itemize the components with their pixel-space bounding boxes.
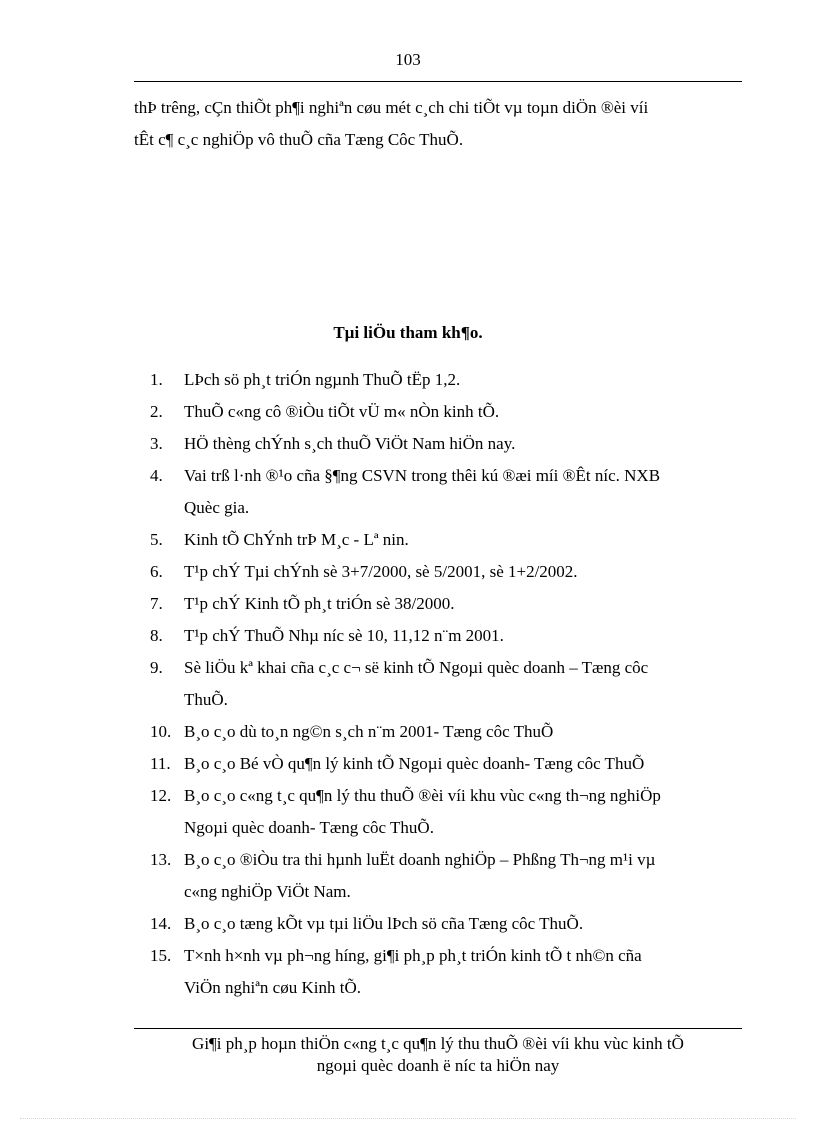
references-title: Tµi liÖu tham kh¶o. [333,323,483,342]
reference-item [150,844,732,908]
reference-item [150,620,732,652]
reference-text: Vai trß l·nh ®¹o cña §¶ng CSVN trong thêi kú ®æi míi ®Êt níc. NXB Quèc gia. [184,466,661,517]
reference-text: Sè liÖu kª khai cña c¸c c¬ së kinh tÕ Ngoµi quèc doanh – Tæng côc ThuÕ. [184,658,649,709]
reference-number: 10. [150,722,172,741]
page-edge-divider [20,1118,796,1119]
reference-text: T¹p chÝ Kinh tÕ ph¸t triÓn sè 38/2000. [184,594,455,613]
reference-number: 7. [150,594,163,613]
reference-text: T¹p chÝ Tµi chÝnh sè 3+7/2000, sè 5/2001, sè 1+2/2002. [184,562,578,581]
reference-item [150,556,732,588]
reference-item [150,748,732,780]
intro-paragraph [134,92,742,156]
reference-number: 13. [150,850,172,869]
reference-text: B¸o c¸o ®iÒu tra thi hµnh luËt doanh nghiÖp – Phßng Th¬ng m¹i vµ c«ng nghiÖp ViÖt Nam. [184,850,656,901]
reference-item [150,908,732,940]
reference-item [150,428,732,460]
reference-number: 12. [150,786,172,805]
reference-item [150,364,732,396]
reference-text: B¸o c¸o Bé vÒ qu¶n lý kinh tÕ Ngoµi quèc doanh- Tæng côc ThuÕ [184,754,645,773]
reference-item [150,460,732,524]
reference-item [150,780,732,844]
reference-item [150,396,732,428]
reference-item [150,588,732,620]
reference-text: Kinh tÕ ChÝnh trÞ M¸c - Lª nin. [184,530,409,549]
reference-number: 14. [150,914,172,933]
reference-text: LÞch sö ph¸t triÓn ngµnh ThuÕ tËp 1,2. [184,370,461,389]
reference-text: B¸o c¸o dù to¸n ng©n s¸ch n¨m 2001- Tæng côc ThuÕ [184,722,554,741]
reference-number: 4. [150,466,163,485]
reference-number: 6. [150,562,163,581]
reference-number: 2. [150,402,163,421]
reference-number: 8. [150,626,163,645]
reference-text: T¹p chÝ ThuÕ Nhµ níc sè 10, 11,12 n¨m 2001. [184,626,504,645]
reference-number: 3. [150,434,163,453]
reference-item [150,524,732,556]
page-number: 103 [395,50,421,69]
intro-line: tÊt c¶ c¸c nghiÖp vô thuÕ cña Tæng Côc ThuÕ. [134,130,464,149]
reference-number: 9. [150,658,163,677]
reference-number: 1. [150,370,163,389]
header-rule [134,81,742,82]
reference-number: 5. [150,530,163,549]
reference-text: ThuÕ c«ng cô ®iÒu tiÕt vÜ m« nÒn kinh tÕ. [184,402,500,421]
reference-number: 15. [150,946,172,965]
reference-text: B¸o c¸o tæng kÕt vµ tµi liÖu lÞch sö cña Tæng côc ThuÕ. [184,914,584,933]
references-list [150,364,732,1004]
footer-rule [134,1028,742,1029]
reference-text: T×nh h×nh vµ ph¬ng híng, gi¶i ph¸p ph¸t triÓn kinh tÕ t nh©n cña ViÖn nghiªn cøu Kinh tÕ. [184,946,642,997]
intro-line: thÞ trêng, cÇn thiÕt ph¶i nghiªn cøu mét c¸ch chi tiÕt vµ toµn diÖn ®èi víi [134,98,649,117]
reference-number: 11. [150,754,171,773]
reference-item [150,652,732,716]
reference-item [150,716,732,748]
footer-line: Gi¶i ph¸p hoµn thiÖn c«ng t¸c qu¶n lý thu thuÕ ®èi víi khu vùc kinh tÕ [192,1034,684,1053]
reference-item [150,940,732,1004]
reference-text: HÖ thèng chÝnh s¸ch thuÕ ViÖt Nam hiÖn nay. [184,434,516,453]
footer-line: ngoµi quèc doanh ë níc ta hiÖn nay [316,1056,560,1075]
reference-text: B¸o c¸o c«ng t¸c qu¶n lý thu thuÕ ®èi víi khu vùc c«ng th¬ng nghiÖp Ngoµi quèc doanh- Tæng côc ThuÕ. [184,786,661,837]
page-footer [150,1033,726,1077]
